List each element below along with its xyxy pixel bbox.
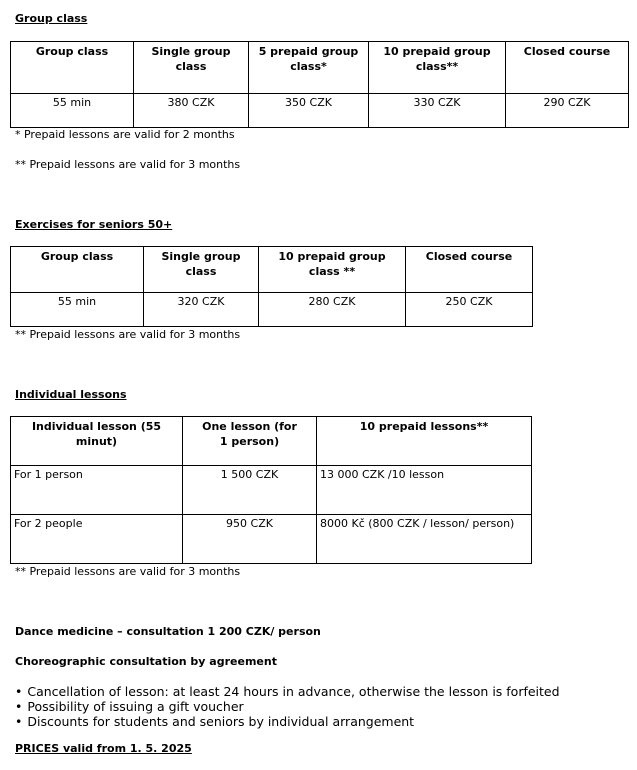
table-cell: For 2 people bbox=[11, 515, 183, 564]
seniors-title: Exercises for seniors 50+ bbox=[15, 218, 173, 231]
table-cell: 320 CZK bbox=[144, 293, 259, 327]
header-cell: Group class bbox=[11, 42, 134, 94]
dance-medicine-line: Dance medicine – consultation 1 200 CZK/ person bbox=[15, 625, 321, 638]
header-cell: Single group class bbox=[144, 247, 259, 293]
info-bullet-list bbox=[15, 684, 560, 729]
list-item: • Possibility of issuing a gift voucher bbox=[15, 699, 560, 714]
table-cell: 250 CZK bbox=[406, 293, 533, 327]
table-cell: 950 CZK bbox=[183, 515, 317, 564]
header-cell: Single group class bbox=[134, 42, 249, 94]
list-item: • Cancellation of lesson: at least 24 hours in advance, otherwise the lesson is forfeited bbox=[15, 684, 560, 699]
footnote: ** Prepaid lessons are valid for 3 months bbox=[15, 158, 241, 171]
group-class-table bbox=[10, 41, 629, 128]
table-cell: 330 CZK bbox=[369, 94, 506, 128]
table-cell: 55 min bbox=[11, 293, 144, 327]
footnote: ** Prepaid lessons are valid for 3 months bbox=[15, 565, 241, 578]
table-cell: 8000 Kč (800 CZK / lesson/ person) bbox=[317, 515, 532, 564]
group-class-title: Group class bbox=[15, 12, 88, 25]
table-cell: For 1 person bbox=[11, 466, 183, 515]
individual-title: Individual lessons bbox=[15, 388, 127, 401]
table-cell: 290 CZK bbox=[506, 94, 629, 128]
table-cell: 380 CZK bbox=[134, 94, 249, 128]
header-cell: One lesson (for 1 person) bbox=[183, 417, 317, 466]
table-header-row bbox=[11, 417, 532, 466]
footnote: ** Prepaid lessons are valid for 3 months bbox=[15, 328, 241, 341]
table-cell: 350 CZK bbox=[249, 94, 369, 128]
seniors-table bbox=[10, 246, 533, 327]
table-row bbox=[11, 466, 532, 515]
table-cell: 280 CZK bbox=[259, 293, 406, 327]
header-cell: Individual lesson (55 minut) bbox=[11, 417, 183, 466]
footnote: * Prepaid lessons are valid for 2 months bbox=[15, 128, 235, 141]
header-cell: 10 prepaid lessons** bbox=[317, 417, 532, 466]
list-item: • Discounts for students and seniors by individual arrangement bbox=[15, 714, 560, 729]
table-row bbox=[11, 94, 629, 128]
individual-table bbox=[10, 416, 532, 564]
header-cell: Closed course bbox=[406, 247, 533, 293]
table-cell: 55 min bbox=[11, 94, 134, 128]
table-row bbox=[11, 293, 533, 327]
header-cell: 5 prepaid group class* bbox=[249, 42, 369, 94]
header-cell: Closed course bbox=[506, 42, 629, 94]
choreographic-line: Choreographic consultation by agreement bbox=[15, 655, 277, 668]
prices-valid-line: PRICES valid from 1. 5. 2025 bbox=[15, 742, 192, 755]
table-cell: 13 000 CZK /10 lesson bbox=[317, 466, 532, 515]
header-cell: 10 prepaid group class** bbox=[369, 42, 506, 94]
table-header-row bbox=[11, 247, 533, 293]
header-cell: 10 prepaid group class ** bbox=[259, 247, 406, 293]
header-cell: Group class bbox=[11, 247, 144, 293]
table-row bbox=[11, 515, 532, 564]
table-cell: 1 500 CZK bbox=[183, 466, 317, 515]
table-header-row bbox=[11, 42, 629, 94]
